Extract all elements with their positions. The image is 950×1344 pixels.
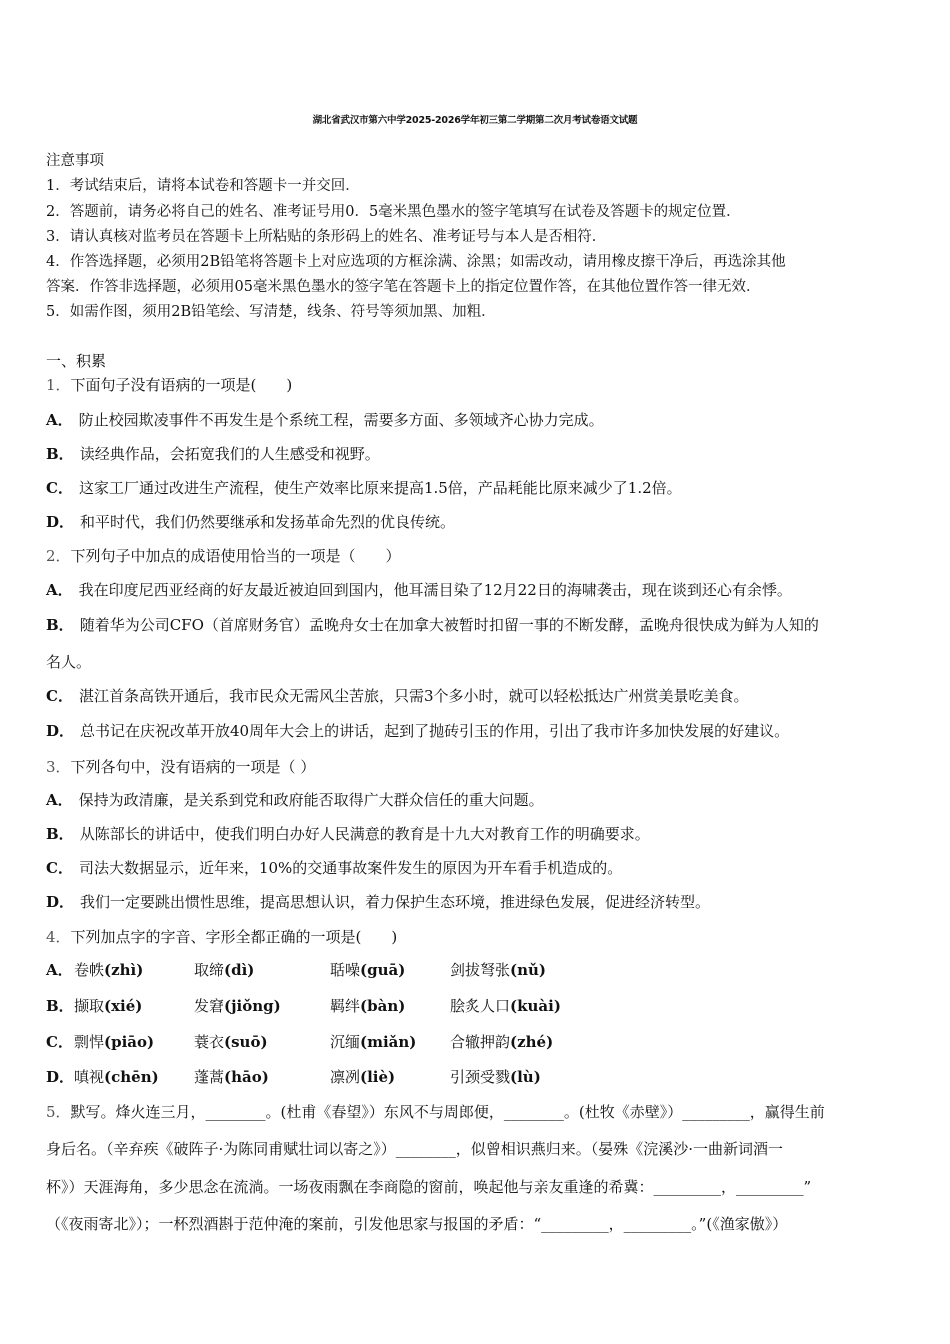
question-5-line: 杯》）天涯海角，多少思念在流淌。一场夜雨飘在李商隐的窗前，唤起他与亲友重逢的希冀：_________，_________” xyxy=(46,1178,812,1196)
pinyin: (miǎn) xyxy=(360,1033,417,1051)
option-label: B． xyxy=(46,825,74,843)
option-b-continued: 名人。 xyxy=(46,653,92,671)
option-label: A． xyxy=(46,961,73,979)
word-item xyxy=(330,1032,416,1052)
word-item xyxy=(450,960,546,980)
question-3-stem xyxy=(46,757,315,777)
option-b xyxy=(46,444,380,464)
word-item xyxy=(194,996,281,1016)
option-d xyxy=(46,721,789,741)
word: 剑拔弩张 xyxy=(450,961,511,979)
option-label: C． xyxy=(46,1033,73,1051)
option-c xyxy=(46,478,682,498)
pinyin: (zhì) xyxy=(104,961,144,979)
option-text: 保持为政清廉，是关系到党和政府能否取得广大群众信任的重大问题。 xyxy=(78,791,544,809)
option-label: D． xyxy=(46,1068,75,1086)
option-label: C． xyxy=(46,479,73,497)
question-text: 下面句子没有语病的一项是( ) xyxy=(70,376,293,394)
notice-item: 1．考试结束后，请将本试卷和答题卡一并交回． xyxy=(46,178,360,194)
pinyin: (dì) xyxy=(224,961,255,979)
word: 发窘 xyxy=(194,997,225,1015)
option-label: C． xyxy=(46,859,73,877)
option-text: 我在印度尼西亚经商的好友最近被迫回到国内，他耳濡目染了12月22日的海啸袭击，现在谈到还心有余悸。 xyxy=(78,581,792,599)
word-item xyxy=(194,1067,269,1087)
question-number: 3． xyxy=(46,758,71,776)
option-text: 从陈部长的讲话中，使我们明白办好人民满意的教育是十九大对教育工作的明确要求。 xyxy=(79,825,650,843)
word-item xyxy=(450,1032,553,1052)
word-item xyxy=(74,996,142,1016)
question-number: 1． xyxy=(46,376,71,394)
word-item xyxy=(194,1032,268,1052)
pinyin: (bàn) xyxy=(360,997,406,1015)
option-c xyxy=(46,858,622,878)
question-5-line: （《夜雨寄北》）；一杯烈酒斟于范仲淹的案前，引发他思家与报国的矛盾：“_________，_________。”(《渔家傲》） xyxy=(46,1215,788,1233)
pinyin: (piāo) xyxy=(104,1033,155,1051)
section-heading: 一、积累 xyxy=(46,352,107,370)
word-item xyxy=(194,960,254,980)
pinyin: (xié) xyxy=(104,997,143,1015)
pinyin: (nǔ) xyxy=(510,961,547,979)
option-b xyxy=(46,824,650,844)
option-text: 随着华为公司CFO（首席财务官）孟晚舟女士在加拿大被暂时扣留一事的不断发酵，孟晚舟很快成为鲜为人知的 xyxy=(79,616,819,634)
option-label: A． xyxy=(46,411,73,429)
pinyin: (suō) xyxy=(224,1033,268,1051)
pinyin: (hāo) xyxy=(224,1068,269,1086)
option-label: D． xyxy=(46,893,75,911)
option-a xyxy=(46,790,544,810)
option-text: 这家工厂通过改进生产流程，使生产效率比原来提高1.5倍，产品耗能比原来减少了1.2倍。 xyxy=(78,479,682,497)
word: 凛冽 xyxy=(330,1068,361,1086)
option-c xyxy=(46,686,749,706)
word-item xyxy=(330,1067,395,1087)
question-text: 下列句子中加点的成语使用恰当的一项是（ ） xyxy=(70,547,401,565)
word: 卷帙 xyxy=(74,961,105,979)
word: 剽悍 xyxy=(74,1033,105,1051)
notice-heading: 注意事项 xyxy=(46,153,104,169)
pinyin: (jiǒng) xyxy=(224,997,281,1015)
option-label: C． xyxy=(46,687,73,705)
pinyin: (kuài) xyxy=(510,997,561,1015)
notice-item: 2．答题前，请务必将自己的姓名、准考证号用0．5毫米黑色墨水的签字笔填写在试卷及答题卡的规定位置． xyxy=(46,204,741,220)
pinyin: (liè) xyxy=(360,1068,396,1086)
page-title: 湖北省武汉市第六中学2025-2026学年初三第二学期第二次月考试卷语文试题 xyxy=(312,115,638,126)
question-number: 5． xyxy=(46,1103,71,1121)
notice-item: 答案．作答非选择题，必须用05毫米黑色墨水的签字笔在答题卡上的指定位置作答，在其他位置作答一律无效． xyxy=(46,279,761,295)
option-d xyxy=(46,892,710,912)
notice-item: 3．请认真核对监考员在答题卡上所粘贴的条形码上的姓名、准考证号与本人是否相符． xyxy=(46,229,607,245)
question-4-stem xyxy=(46,927,397,947)
option-b xyxy=(46,615,819,635)
word-item xyxy=(330,960,405,980)
word: 嗔视 xyxy=(74,1068,105,1086)
option-label: B． xyxy=(46,616,74,634)
option-label: A． xyxy=(46,581,73,599)
option-text: 湛江首条高铁开通后，我市民众无需风尘苦旅，只需3个多小时，就可以轻松抵达广州赏美景吃美食。 xyxy=(78,687,749,705)
option-text: 总书记在庆祝改革开放40周年大会上的讲话，起到了抛砖引玉的作用，引出了我市许多加快发展的好建议。 xyxy=(80,722,790,740)
word: 聒噪 xyxy=(330,961,361,979)
word-item xyxy=(450,1067,541,1087)
question-2-stem xyxy=(46,546,401,566)
option-label: D． xyxy=(46,722,75,740)
word: 羁绊 xyxy=(330,997,361,1015)
option-label: B． xyxy=(46,997,74,1015)
option-label: B． xyxy=(46,445,74,463)
word: 蓑衣 xyxy=(194,1033,225,1051)
question-5-line: 身后名。（辛弃疾《破阵子·为陈同甫赋壮词以寄之》）________，似曾相识燕归来。（晏殊《浣溪沙·一曲新词酒一 xyxy=(46,1140,784,1158)
option-text: 防止校园欺凌事件不再发生是个系统工程，需要多方面、多领域齐心协力完成。 xyxy=(78,411,604,429)
option-text: 读经典作品，会拓宽我们的人生感受和视野。 xyxy=(79,445,380,463)
word-item xyxy=(450,996,561,1016)
word: 取缔 xyxy=(194,961,225,979)
notice-item: 5．如需作图，须用2B铅笔绘、写清楚，线条、符号等须加黑、加粗． xyxy=(46,304,496,320)
word: 脍炙人口 xyxy=(450,997,511,1015)
question-number: 4． xyxy=(46,928,71,946)
option-text: 司法大数据显示，近年来，10%的交通事故案件发生的原因为开车看手机造成的。 xyxy=(78,859,623,877)
notice-item: 4．作答选择题，必须用2B铅笔将答题卡上对应选项的方框涂满、涂黑；如需改动，请用橡皮擦干净后，再选涂其他 xyxy=(46,254,786,270)
question-5-line xyxy=(46,1102,825,1122)
word: 撷取 xyxy=(74,997,105,1015)
pinyin: (chēn) xyxy=(104,1068,159,1086)
question-text: 下列加点字的字音、字形全都正确的一项是( ) xyxy=(70,928,398,946)
option-a xyxy=(46,580,792,600)
word: 合辙押韵 xyxy=(450,1033,511,1051)
pinyin: (guā) xyxy=(360,961,406,979)
question-1-stem xyxy=(46,375,292,395)
question-text: 下列各句中，没有语病的一项是（ ） xyxy=(70,758,316,776)
question-text: 默写。烽火连三月，________。(杜甫《春望》）东风不与周郎便，________。(杜牧《赤壁》）_________，赢得生前 xyxy=(70,1103,825,1121)
pinyin: (zhé) xyxy=(510,1033,554,1051)
word: 沉缅 xyxy=(330,1033,361,1051)
word-item xyxy=(74,960,143,980)
option-d xyxy=(46,512,455,532)
pinyin: (lù) xyxy=(510,1068,541,1086)
word-item xyxy=(330,996,405,1016)
option-text: 我们一定要跳出惯性思维，提高思想认识，着力保护生态环境，推进绿色发展，促进经济转型。 xyxy=(80,893,711,911)
option-a xyxy=(46,410,604,430)
question-number: 2． xyxy=(46,547,71,565)
word-item xyxy=(74,1067,159,1087)
option-text: 和平时代，我们仍然要继承和发扬革命先烈的优良传统。 xyxy=(80,513,456,531)
word: 蓬蒿 xyxy=(194,1068,225,1086)
word: 引颈受戮 xyxy=(450,1068,511,1086)
option-label: A． xyxy=(46,791,73,809)
word-item xyxy=(74,1032,154,1052)
option-label: D． xyxy=(46,513,75,531)
